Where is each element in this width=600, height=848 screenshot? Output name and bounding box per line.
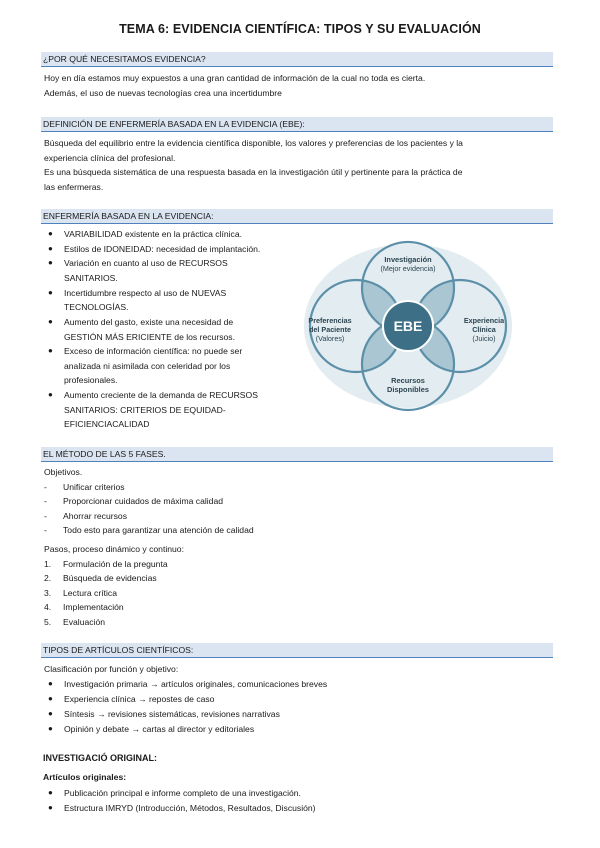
list-item: Aumento creciente de la demanda de RECURSOS	[64, 390, 258, 400]
section-header-ebe-definition: DEFINICIÓN DE ENFERMERÍA BASADA EN LA EVIDENCIA (EBE):	[41, 117, 553, 132]
ebe-venn-diagram	[300, 240, 516, 412]
original-article-item: Estructura IMRYD (Introducción, Métodos, Resultados, Discusión)	[64, 803, 316, 813]
left-label: Preferencias	[308, 316, 352, 325]
step-item: Búsqueda de evidencias	[63, 573, 157, 583]
step-item: Lectura crítica	[63, 588, 117, 598]
list-item-continued: SANITARIOS.	[64, 273, 118, 283]
center-label: EBE	[393, 318, 423, 334]
paragraph-line: Es una búsqueda sistemática de una respuesta basada en la investigación útil y pertinente para la práctica de	[44, 167, 463, 177]
left-label-line2: del Paciente	[309, 325, 351, 334]
subheading-original-articles: Artículos originales:	[43, 772, 127, 782]
list-item-continued: TECNOLOGÍAS.	[64, 302, 129, 312]
objective-item: Unificar criterios	[63, 482, 125, 492]
step-number: 5.	[44, 617, 52, 627]
bullet-marker: ●	[48, 317, 53, 326]
left-label-sub: (Valores)	[315, 334, 345, 343]
step-item: Implementación	[63, 602, 124, 612]
list-item: Aumento del gasto, existe una necesidad de	[64, 317, 234, 327]
section-header-article-types: TIPOS DE ARTÍCULOS CIENTÍFICOS:	[41, 643, 553, 658]
right-label-line2: Clínica	[472, 325, 496, 334]
list-item-continued: analizada ni asimilada con celeridad por los	[64, 361, 231, 371]
bullet-marker: ●	[48, 724, 53, 733]
step-number: 1.	[44, 559, 52, 569]
list-item: Exceso de información científica: no puede ser	[64, 346, 243, 356]
page-title: TEMA 6: EVIDENCIA CIENTÍFICA: TIPOS Y SU EVALUACIÓN	[119, 22, 481, 36]
dash-marker: -	[44, 482, 47, 492]
right-label-sub: (Juicio)	[472, 334, 496, 343]
list-item-continued: EFICIENCIACALIDAD	[64, 419, 150, 429]
bullet-marker: ●	[48, 288, 53, 297]
dash-marker: -	[44, 496, 47, 506]
paragraph-line: experiencia clínica del profesional.	[44, 153, 176, 163]
steps-label: Pasos, proceso dinámico y continuo:	[44, 544, 184, 554]
objective-item: Proporcionar cuidados de máxima calidad	[63, 496, 224, 506]
paragraph-line: Búsqueda del equilibrio entre la evidencia científica disponible, los valores y preferencias de los pacientes y la	[44, 138, 463, 148]
step-number: 2.	[44, 573, 52, 583]
dash-marker: -	[44, 525, 47, 535]
classification-label: Clasificación por función y objetivo:	[44, 664, 179, 674]
bullet-marker: ●	[48, 679, 53, 688]
paragraph-line: Además, el uso de nuevas tecnologías crea una incertidumbre	[44, 88, 282, 98]
section-header-why-evidence: ¿POR QUÉ NECESITAMOS EVIDENCIA?	[41, 52, 553, 67]
objective-item: Todo esto para garantizar una atención de calidad	[63, 525, 254, 535]
step-item: Formulación de la pregunta	[63, 559, 168, 569]
bottom-label-line2: Disponibles	[387, 385, 429, 394]
article-type-item: Síntesis → revisiones sistemáticas, revisiones narrativas	[64, 709, 280, 719]
article-type-item: Opinión y debate → cartas al director y editoriales	[64, 724, 255, 734]
section-header-ebe: ENFERMERÍA BASADA EN LA EVIDENCIA:	[41, 209, 553, 224]
step-number: 3.	[44, 588, 52, 598]
bullet-marker: ●	[48, 229, 53, 238]
bullet-marker: ●	[48, 390, 53, 399]
list-item: VARIABILIDAD existente en la práctica clínica.	[64, 229, 243, 239]
bullet-marker: ●	[48, 258, 53, 267]
list-item: Variación en cuanto al uso de RECURSOS	[64, 258, 228, 268]
list-item-continued: profesionales.	[64, 375, 118, 385]
section-heading-original-research: INVESTIGACIÓ ORIGINAL:	[43, 753, 158, 763]
objectives-label: Objetivos.	[44, 467, 83, 477]
list-item: Estilos de IDONEIDAD: necesidad de implantación.	[64, 244, 261, 254]
step-number: 4.	[44, 602, 52, 612]
section-header-5-phases: EL MÉTODO DE LAS 5 FASES.	[41, 447, 553, 462]
list-item-continued: SANITARIOS: CRITERIOS DE EQUIDAD-	[64, 405, 226, 415]
objective-item: Ahorrar recursos	[63, 511, 127, 521]
article-type-item: Experiencia clínica → repostes de caso	[64, 694, 215, 704]
bottom-label: Recursos	[391, 376, 425, 385]
bullet-marker: ●	[48, 244, 53, 253]
bullet-marker: ●	[48, 709, 53, 718]
paragraph-line: Hoy en día estamos muy expuestos a una gran cantidad de información de la cual no toda es cierta.	[44, 73, 426, 83]
bullet-marker: ●	[48, 694, 53, 703]
bullet-marker: ●	[48, 346, 53, 355]
list-item-continued: GESTIÓN MÁS ERICIENTE de los recursos.	[64, 332, 235, 342]
bullet-marker: ●	[48, 788, 53, 797]
paragraph-line: las enfermeras.	[44, 182, 104, 192]
list-item: Incertidumbre respecto al uso de NUEVAS	[64, 288, 227, 298]
dash-marker: -	[44, 511, 47, 521]
top-label: Investigación	[384, 255, 432, 264]
article-type-item: Investigación primaria → artículos originales, comunicaciones breves	[64, 679, 328, 689]
right-label: Experiencia	[463, 316, 505, 325]
top-label-sub: (Mejor evidencia)	[380, 264, 436, 273]
step-item: Evaluación	[63, 617, 106, 627]
original-article-item: Publicación principal e informe completo de una investigación.	[64, 788, 301, 798]
bullet-marker: ●	[48, 803, 53, 812]
